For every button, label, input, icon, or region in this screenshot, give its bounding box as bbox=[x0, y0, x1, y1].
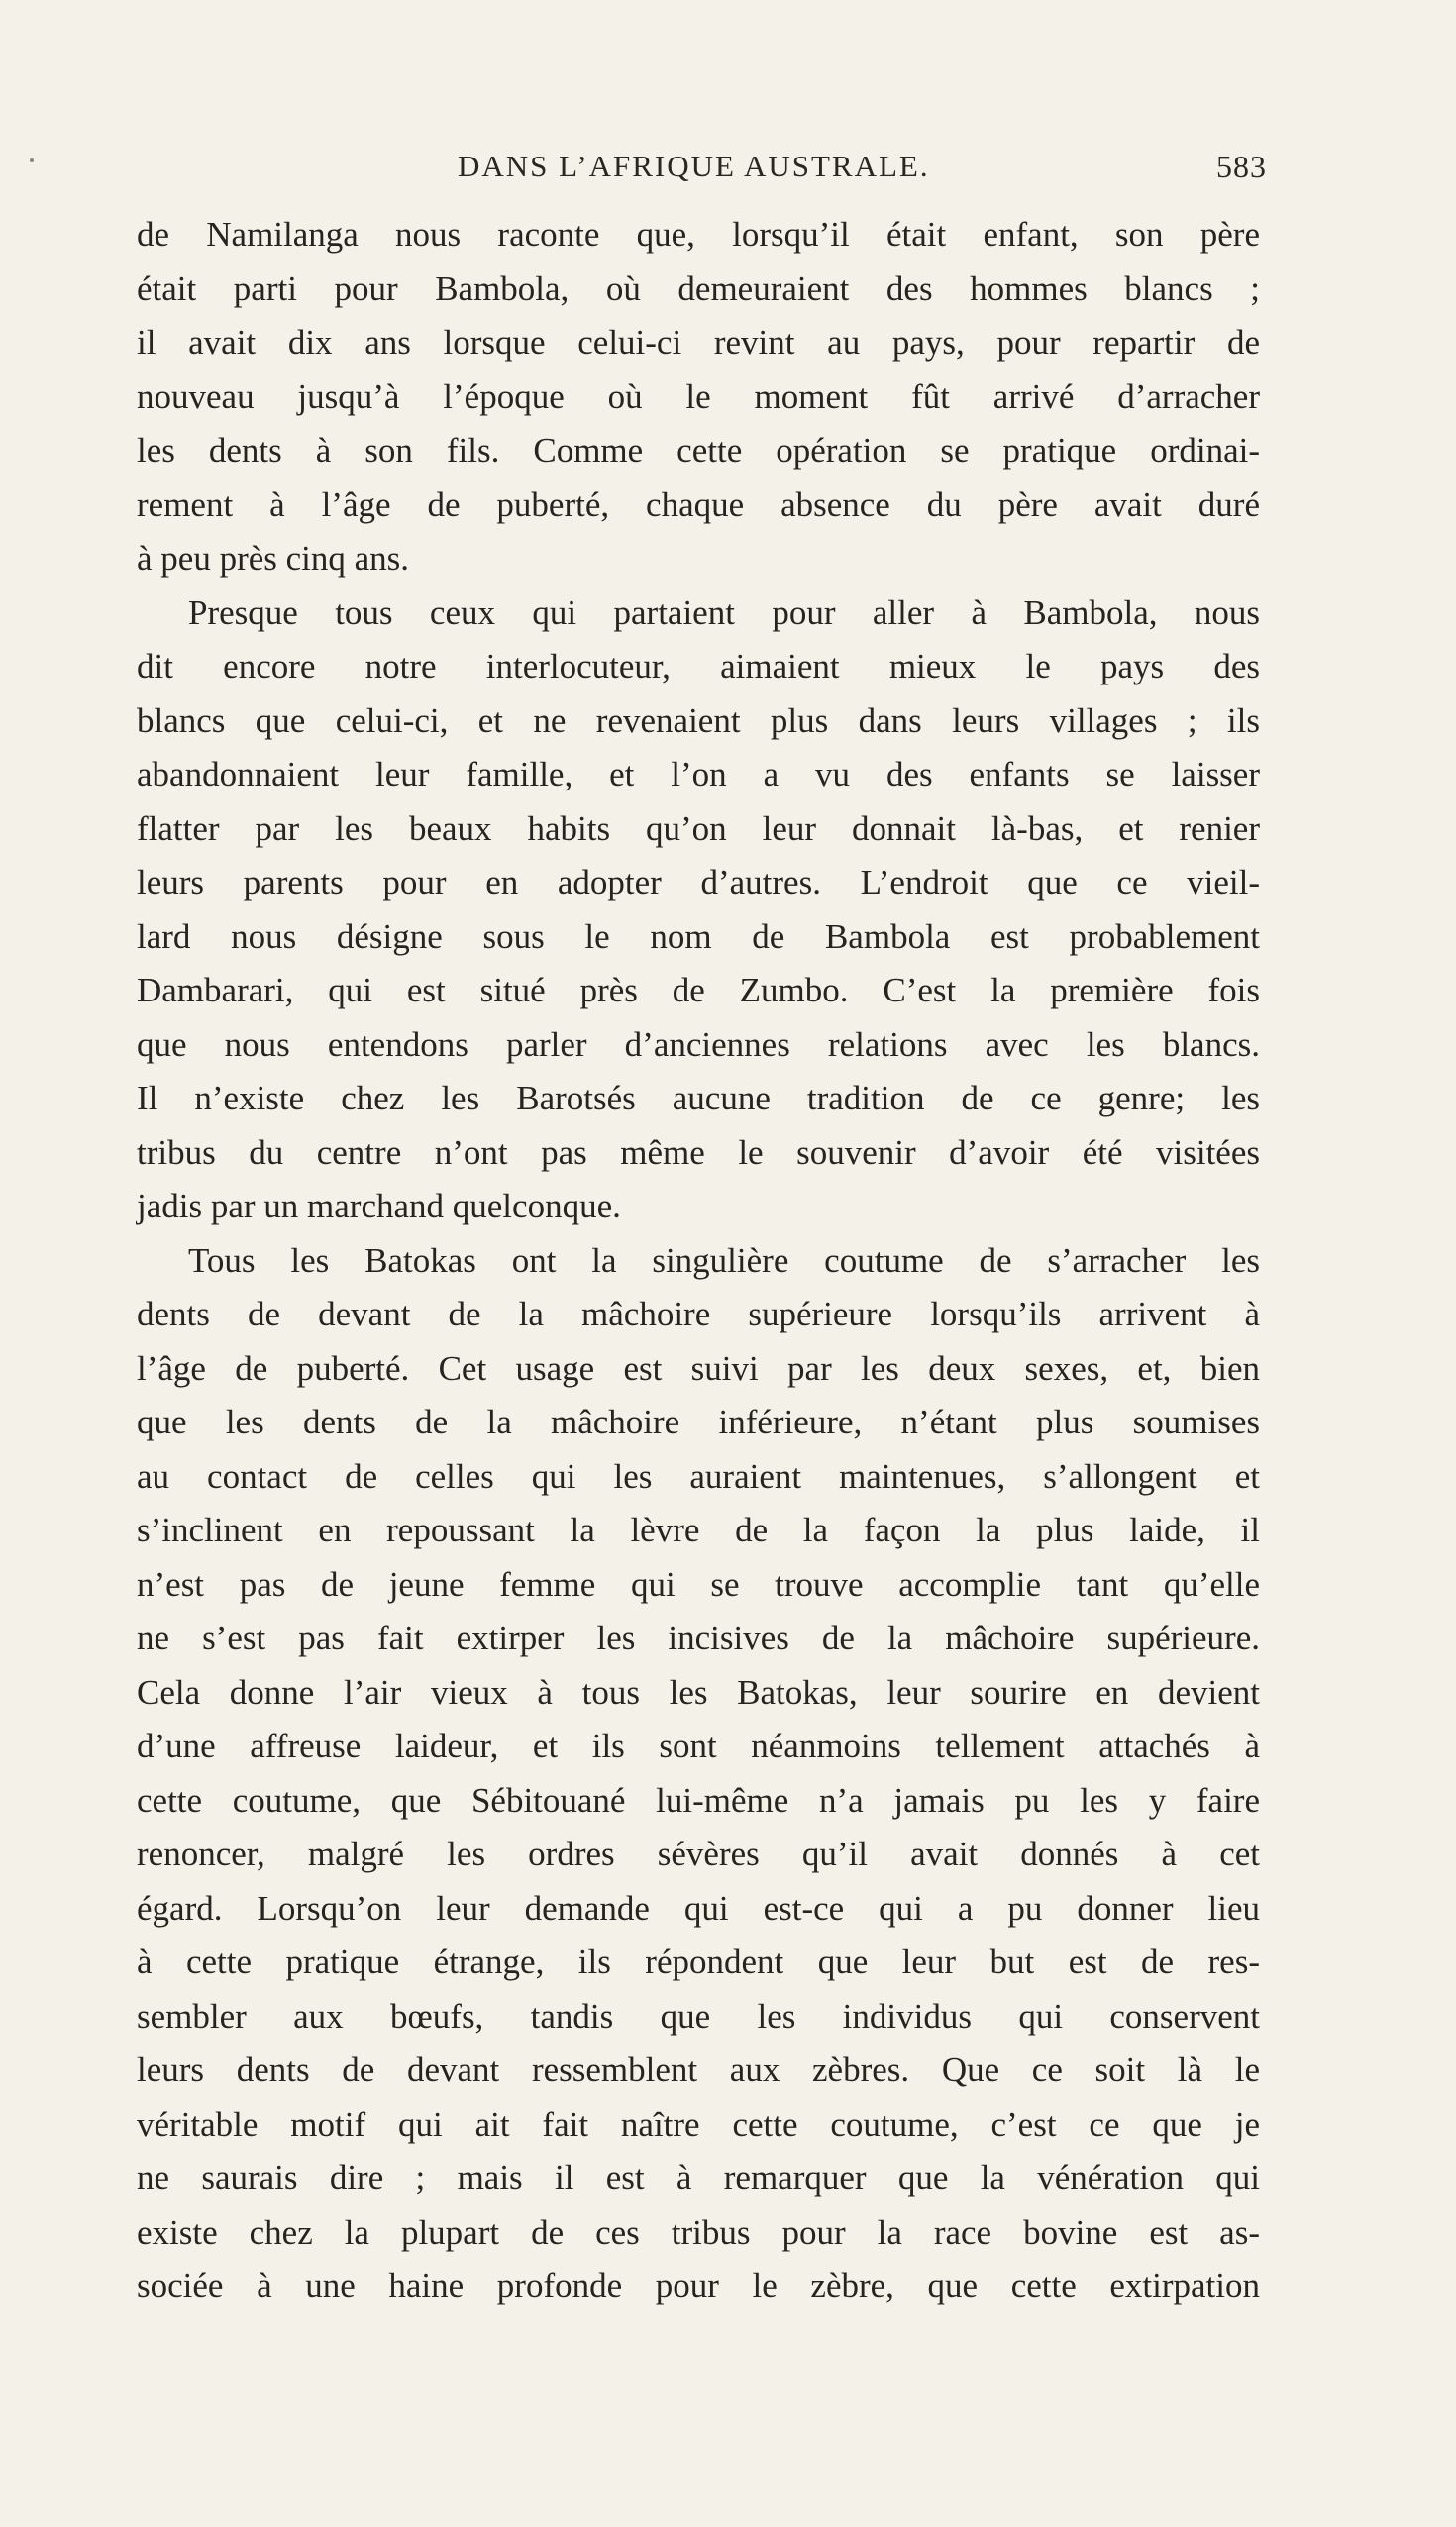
text-line: d’une affreuse laideur, et ils sont néanmoins tellement attachés à bbox=[137, 1727, 1260, 1765]
running-title: DANS L’AFRIQUE AUSTRALE. bbox=[458, 149, 930, 183]
text-line: n’est pas de jeune femme qui se trouve accomplie tant qu’elle bbox=[137, 1564, 1260, 1604]
text-line: lard nous désigne sous le nom de Bambola est probablement bbox=[137, 916, 1260, 956]
page-header bbox=[0, 149, 1456, 198]
text-line: abandonnaient leur famille, et l’on a vu des enfants se laisser bbox=[137, 755, 1260, 793]
page-number: 583 bbox=[1216, 149, 1267, 184]
text-line: blancs que celui-ci, et ne revenaient plus dans leurs villages ; ils bbox=[137, 700, 1260, 740]
text-line: renoncer, malgré les ordres sévères qu’il avait donnés à cet bbox=[137, 1835, 1260, 1873]
text-line: cette coutume, que Sébitouané lui-même n’a jamais pu les y faire bbox=[137, 1780, 1260, 1820]
text-line: à peu près cinq ans. bbox=[137, 539, 410, 578]
text-line: nouveau jusqu’à l’époque où le moment fût arrivé d’arracher bbox=[137, 376, 1260, 416]
text-line: ne s’est pas fait extirper les incisives de la mâchoire supérieure. bbox=[137, 1619, 1260, 1657]
text-line: dents de devant de la mâchoire supérieure lorsqu’ils arrivent à bbox=[137, 1295, 1260, 1333]
text-line: il avait dix ans lorsque celui-ci revint au pays, pour repartir de bbox=[137, 323, 1260, 362]
text-line: leurs dents de devant ressemblent aux zèbres. Que ce soit là le bbox=[137, 2051, 1260, 2089]
text-line: sembler aux bœufs, tandis que les individus qui conservent bbox=[137, 1996, 1260, 2036]
text-line: de Namilanga nous raconte que, lorsqu’il était enfant, son père bbox=[137, 215, 1260, 254]
text-line: Tous les Batokas ont la singulière coutume de s’arracher les bbox=[188, 1240, 1260, 1280]
text-line: dit encore notre interlocuteur, aimaient mieux le pays des bbox=[137, 647, 1260, 685]
text-line: existe chez la plupart de ces tribus pour la race bovine est as- bbox=[137, 2212, 1260, 2252]
text-line: que nous entendons parler d’anciennes relations avec les blancs. bbox=[137, 1024, 1260, 1064]
text-line: rement à l’âge de puberté, chaque absence du père avait duré bbox=[137, 484, 1260, 524]
body-text bbox=[137, 208, 1260, 2314]
text-line: ne saurais dire ; mais il est à remarquer que la vénération qui bbox=[137, 2158, 1260, 2197]
text-line: véritable motif qui ait fait naître cette coutume, c’est ce que je bbox=[137, 2104, 1260, 2144]
text-line: tribus du centre n’ont pas même le souvenir d’avoir été visitées bbox=[137, 1132, 1260, 1172]
text-line: sociée à une haine profonde pour le zèbre, que cette extirpation bbox=[137, 2266, 1260, 2305]
text-line: s’inclinent en repoussant la lèvre de la façon la plus laide, il bbox=[137, 1511, 1260, 1549]
text-line: à cette pratique étrange, ils répondent que leur but est de res- bbox=[137, 1943, 1260, 1981]
text-line: leurs parents pour en adopter d’autres. L’endroit que ce vieil- bbox=[137, 863, 1260, 901]
text-line: au contact de celles qui les auraient maintenues, s’allongent et bbox=[137, 1456, 1260, 1496]
text-line: l’âge de puberté. Cet usage est suivi par les deux sexes, et, bien bbox=[137, 1348, 1260, 1388]
text-line: les dents à son fils. Comme cette opération se pratique ordinai- bbox=[137, 431, 1260, 470]
text-line: égard. Lorsqu’on leur demande qui est-ce qui a pu donner lieu bbox=[137, 1888, 1260, 1928]
text-line: Presque tous ceux qui partaient pour aller à Bambola, nous bbox=[188, 592, 1260, 632]
text-line: était parti pour Bambola, où demeuraient des hommes blancs ; bbox=[137, 268, 1260, 308]
text-line: jadis par un marchand quelconque. bbox=[137, 1187, 621, 1225]
text-line: flatter par les beaux habits qu’on leur donnait là-bas, et renier bbox=[137, 808, 1260, 848]
text-line: que les dents de la mâchoire inférieure, n’étant plus soumises bbox=[137, 1403, 1260, 1441]
text-line: Cela donne l’air vieux à tous les Batokas, leur sourire en devient bbox=[137, 1672, 1260, 1712]
text-line: Il n’existe chez les Barotsés aucune tradition de ce genre; les bbox=[137, 1079, 1260, 1117]
text-line: Dambarari, qui est situé près de Zumbo. C’est la première fois bbox=[137, 971, 1260, 1009]
